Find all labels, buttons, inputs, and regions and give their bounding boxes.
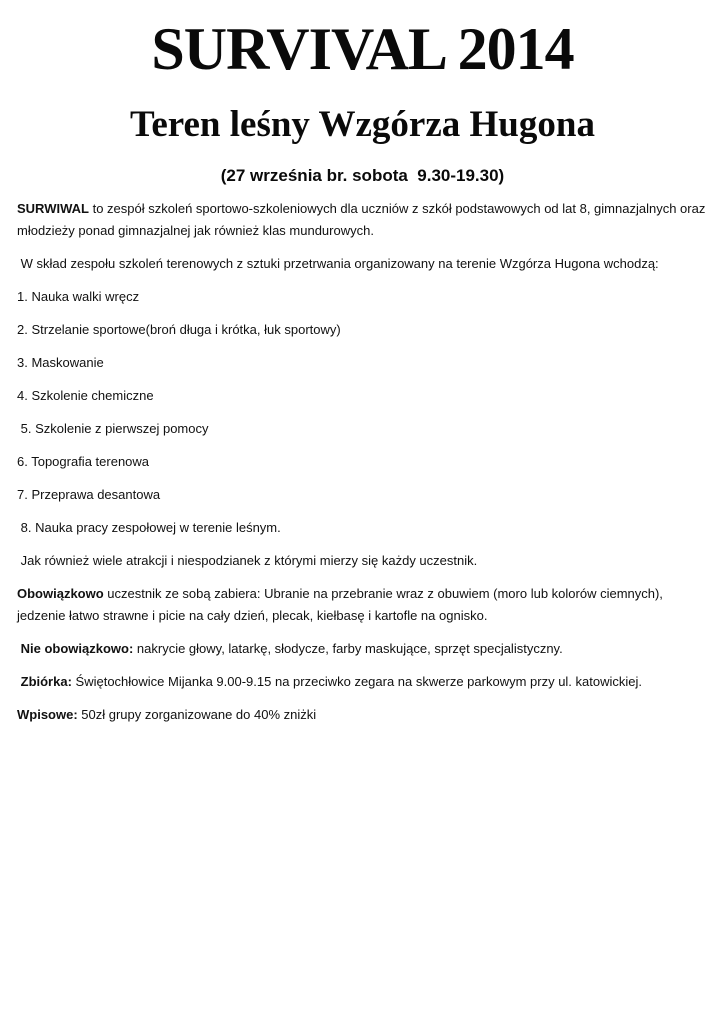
activity-item-2: 2. Strzelanie sportowe(broń długa i krótka, łuk sportowy) (17, 322, 341, 337)
document-body (17, 198, 708, 726)
intro-paragraph (17, 198, 708, 242)
entry-fee-bold-lead: Wpisowe: (17, 707, 78, 722)
attractions-note: Jak również wiele atrakcji i niespodzianek z którymi mierzy się każdy uczestnik. (17, 553, 478, 568)
activity-item-4: 4. Szkolenie chemiczne (17, 388, 154, 403)
intro-text: to zespół szkoleń sportowo-szkoleniowych dla uczniów z szkół podstawowych od lat 8, gimnazjalnych oraz młodzieży ponad gimnazjalnej jak również klas mundurowych. (17, 201, 709, 238)
entry-fee-paragraph (17, 704, 708, 726)
intro-bold-lead: SURWIWAL (17, 201, 89, 216)
activity-item-7: 7. Przeprawa desantowa (17, 487, 161, 502)
activities-intro: W skład zespołu szkoleń terenowych z sztuki przetrwania organizowany na terenie Wzgórza Hugona wchodzą: (17, 256, 659, 271)
event-date-line: (27 września br. sobota 9.30-19.30) (220, 166, 505, 185)
optional-items-paragraph (17, 638, 708, 660)
document-subtitle: Teren leśny Wzgórza Hugona (130, 104, 595, 145)
mandatory-bold-lead: Obowiązkowo (17, 586, 104, 601)
mandatory-text: uczestnik ze sobą zabiera: Ubranie na przebranie wraz z obuwiem (moro lub kolorów ciemnych), jedzenie łatwo strawne i picie na cały dzień, plecak, kiełbasę i kartofle na ognisko. (17, 586, 667, 623)
optional-bold-lead: Nie obowiązkowo: (17, 641, 134, 656)
meeting-text: Świętochłowice Mijanka 9.00-9.15 na przeciwko zegara na skwerze parkowym przy ul. katowickiej. (71, 674, 642, 689)
meeting-point-paragraph (17, 671, 708, 693)
mandatory-items-paragraph (17, 583, 708, 627)
document-title: SURVIVAL 2014 (151, 16, 574, 82)
entry-fee-text: 50zł grupy zorganizowane do 40% zniżki (77, 707, 317, 722)
meeting-bold-lead: Zbiórka: (17, 674, 72, 689)
activity-item-3: 3. Maskowanie (17, 355, 104, 370)
optional-text: nakrycie głowy, latarkę, słodycze, farby maskujące, sprzęt specjalistyczny. (133, 641, 563, 656)
activity-item-1: 1. Nauka walki wręcz (17, 289, 140, 304)
activity-item-6: 6. Topografia terenowa (17, 454, 150, 469)
activity-item-5: 5. Szkolenie z pierwszej pomocy (17, 421, 209, 436)
activity-item-8: 8. Nauka pracy zespołowej w terenie leśnym. (17, 520, 281, 535)
